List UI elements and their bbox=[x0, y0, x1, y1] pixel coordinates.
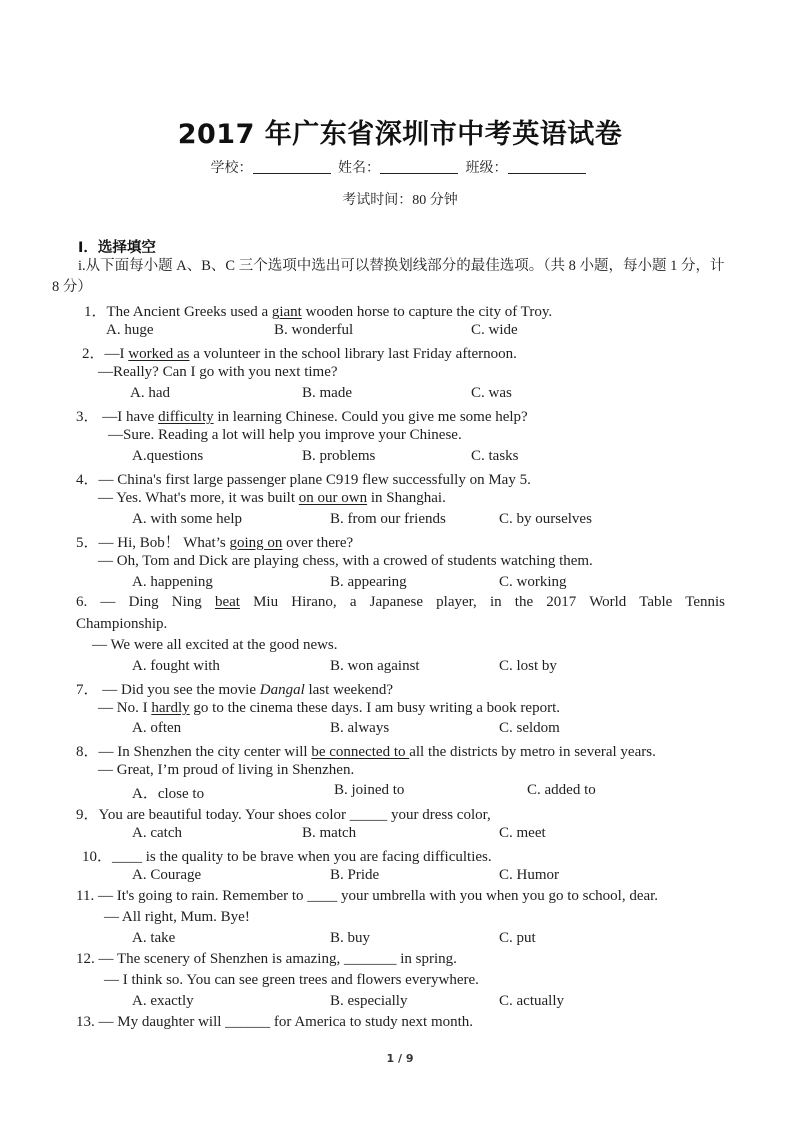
q9-option-c: C. meet bbox=[499, 825, 546, 841]
name-blank bbox=[380, 159, 458, 174]
q8-response: — Great, I’m proud of living in Shenzhen. bbox=[98, 762, 355, 778]
q6-option-a: A. fought with bbox=[132, 658, 220, 674]
underlined-word: going on bbox=[229, 535, 283, 551]
question-9: 9．You are beautiful today. Your shoes color _____ your dress color, bbox=[76, 807, 491, 823]
page-title: 2017 年广东省深圳市中考英语试卷 bbox=[177, 119, 623, 150]
question-text: Miu Hirano, a Japanese player, in the 2017 World Table Tennis bbox=[239, 594, 725, 610]
question-8 bbox=[76, 740, 656, 761]
question-text: all the districts by metro in several years. bbox=[409, 744, 656, 760]
q5-option-a: A. happening bbox=[132, 574, 213, 590]
question-text: 7． — Did you see the movie bbox=[76, 682, 260, 698]
q12-option-c: C. actually bbox=[499, 993, 564, 1009]
question-2 bbox=[82, 342, 517, 363]
exam-time: 考试时间：80 分钟 bbox=[342, 193, 458, 208]
q6-response: — We were all excited at the good news. bbox=[92, 637, 338, 653]
question-text: 1．The Ancient Greeks used a bbox=[84, 304, 272, 320]
question-11: 11. — It's going to rain. Remember to ____ your umbrella with you when you go to school, dear. bbox=[76, 888, 659, 904]
q3-option-b: B. problems bbox=[302, 448, 376, 464]
q4-option-a: A. with some help bbox=[132, 511, 242, 527]
question-text: in Shanghai. bbox=[367, 490, 446, 506]
q8-option-b: B. joined to bbox=[334, 782, 405, 798]
q5-response: — Oh, Tom and Dick are playing chess, with a crowed of students watching them. bbox=[98, 553, 593, 569]
underlined-word: worked as bbox=[128, 346, 190, 362]
q3-option-c: C. tasks bbox=[471, 448, 519, 464]
q2-option-a: A. had bbox=[130, 385, 170, 401]
question-text: 8．— In Shenzhen the city center will bbox=[76, 744, 312, 760]
school-label: 学校： bbox=[210, 161, 253, 176]
q2-option-b: B. made bbox=[302, 385, 352, 401]
movie-title: Dangal bbox=[259, 682, 305, 698]
q11-option-c: C. put bbox=[499, 930, 536, 946]
q7-response bbox=[98, 700, 560, 717]
question-text: — No. I bbox=[98, 700, 152, 716]
q12-option-a: A. exactly bbox=[132, 993, 194, 1009]
q9-option-b: B. match bbox=[302, 825, 357, 841]
question-text: a volunteer in the school library last Friday afternoon. bbox=[189, 346, 517, 362]
question-3 bbox=[76, 405, 528, 426]
q5-option-c: C. working bbox=[499, 574, 567, 590]
q1-option-c: C. wide bbox=[471, 322, 518, 338]
q11-response: — All right, Mum. Bye! bbox=[104, 909, 250, 925]
q11-option-a: A. take bbox=[132, 930, 176, 946]
q6-option-c: C. lost by bbox=[499, 658, 557, 674]
question-5 bbox=[76, 531, 353, 552]
question-7 bbox=[76, 678, 393, 699]
q4-option-b: B. from our friends bbox=[330, 511, 446, 527]
q1-option-b: B. wonderful bbox=[274, 322, 354, 338]
page-number: 1 / 9 bbox=[386, 1052, 414, 1065]
question-text: wooden horse to capture the city of Troy. bbox=[301, 304, 553, 320]
q2-response: —Really? Can I go with you next time? bbox=[98, 364, 338, 380]
underlined-word: giant bbox=[271, 304, 302, 320]
question-text: 2．—I bbox=[82, 346, 129, 362]
class-label: 班级： bbox=[465, 161, 508, 176]
q3-option-a: A.questions bbox=[132, 448, 204, 464]
section-instruction: i.从下面每小题 A、B、C 三个选项中选出可以替换划线部分的最佳选项。（共 8 小题，每小题 1 分，计 8 分） bbox=[52, 258, 725, 295]
q1-option-a: A. huge bbox=[106, 322, 154, 338]
question-4: 4．— China's first large passenger plane C919 flew successfully on May 5. bbox=[76, 472, 531, 488]
question-13: 13. — My daughter will ______ for America to study next month. bbox=[76, 1014, 474, 1030]
q9-option-a: A. catch bbox=[132, 825, 182, 841]
student-info bbox=[0, 157, 800, 177]
q3-response: —Sure. Reading a lot will help you improve your Chinese. bbox=[108, 427, 462, 443]
question-text: 6. — Ding Ning bbox=[76, 594, 215, 610]
question-12: 12. — The scenery of Shenzhen is amazing, _______ in spring. bbox=[76, 951, 457, 967]
name-label: 姓名： bbox=[338, 161, 380, 176]
question-text: 3． —I have bbox=[76, 409, 159, 425]
q7-option-b: B. always bbox=[330, 720, 390, 736]
q2-option-c: C. was bbox=[471, 385, 512, 401]
q7-option-a: A. often bbox=[132, 720, 182, 736]
class-blank bbox=[508, 159, 586, 174]
question-text: in learning Chinese. Could you give me some help? bbox=[213, 409, 528, 425]
q12-option-b: B. especially bbox=[330, 993, 408, 1009]
underlined-word: beat bbox=[214, 594, 240, 610]
q11-option-b: B. buy bbox=[330, 930, 371, 946]
q5-option-b: B. appearing bbox=[330, 574, 407, 590]
school-blank bbox=[253, 159, 331, 174]
underlined-word: be connected to bbox=[311, 744, 410, 760]
question-6 bbox=[76, 594, 725, 611]
question-text: — Yes. What's more, it was built bbox=[98, 490, 299, 506]
q6-continuation: Championship. bbox=[76, 616, 168, 632]
q8-option-a: A．close to bbox=[132, 786, 205, 802]
q7-option-c: C. seldom bbox=[499, 720, 560, 736]
underlined-word: hardly bbox=[151, 700, 190, 716]
q4-option-c: C. by ourselves bbox=[499, 511, 592, 527]
underlined-word: difficulty bbox=[158, 409, 214, 425]
q10-option-a: A. Courage bbox=[132, 867, 202, 883]
q6-option-b: B. won against bbox=[330, 658, 420, 674]
q10-option-b: B. Pride bbox=[330, 867, 380, 883]
question-text: last weekend? bbox=[304, 682, 394, 698]
question-text: 5．— Hi, Bob！ What’s bbox=[76, 535, 230, 551]
q10-option-c: C. Humor bbox=[499, 867, 559, 883]
question-1 bbox=[84, 300, 552, 321]
underlined-word: on our own bbox=[298, 490, 368, 506]
question-10: 10．____ is the quality to be brave when you are facing difficulties. bbox=[82, 849, 492, 865]
q8-option-c: C. added to bbox=[527, 782, 596, 798]
question-text: go to the cinema these days. I am busy writing a book report. bbox=[189, 700, 560, 716]
question-text: over there? bbox=[282, 535, 354, 551]
q4-response bbox=[98, 490, 446, 507]
q12-response: — I think so. You can see green trees and flowers everywhere. bbox=[104, 972, 479, 988]
section-title: I．选择填空 bbox=[78, 240, 156, 256]
